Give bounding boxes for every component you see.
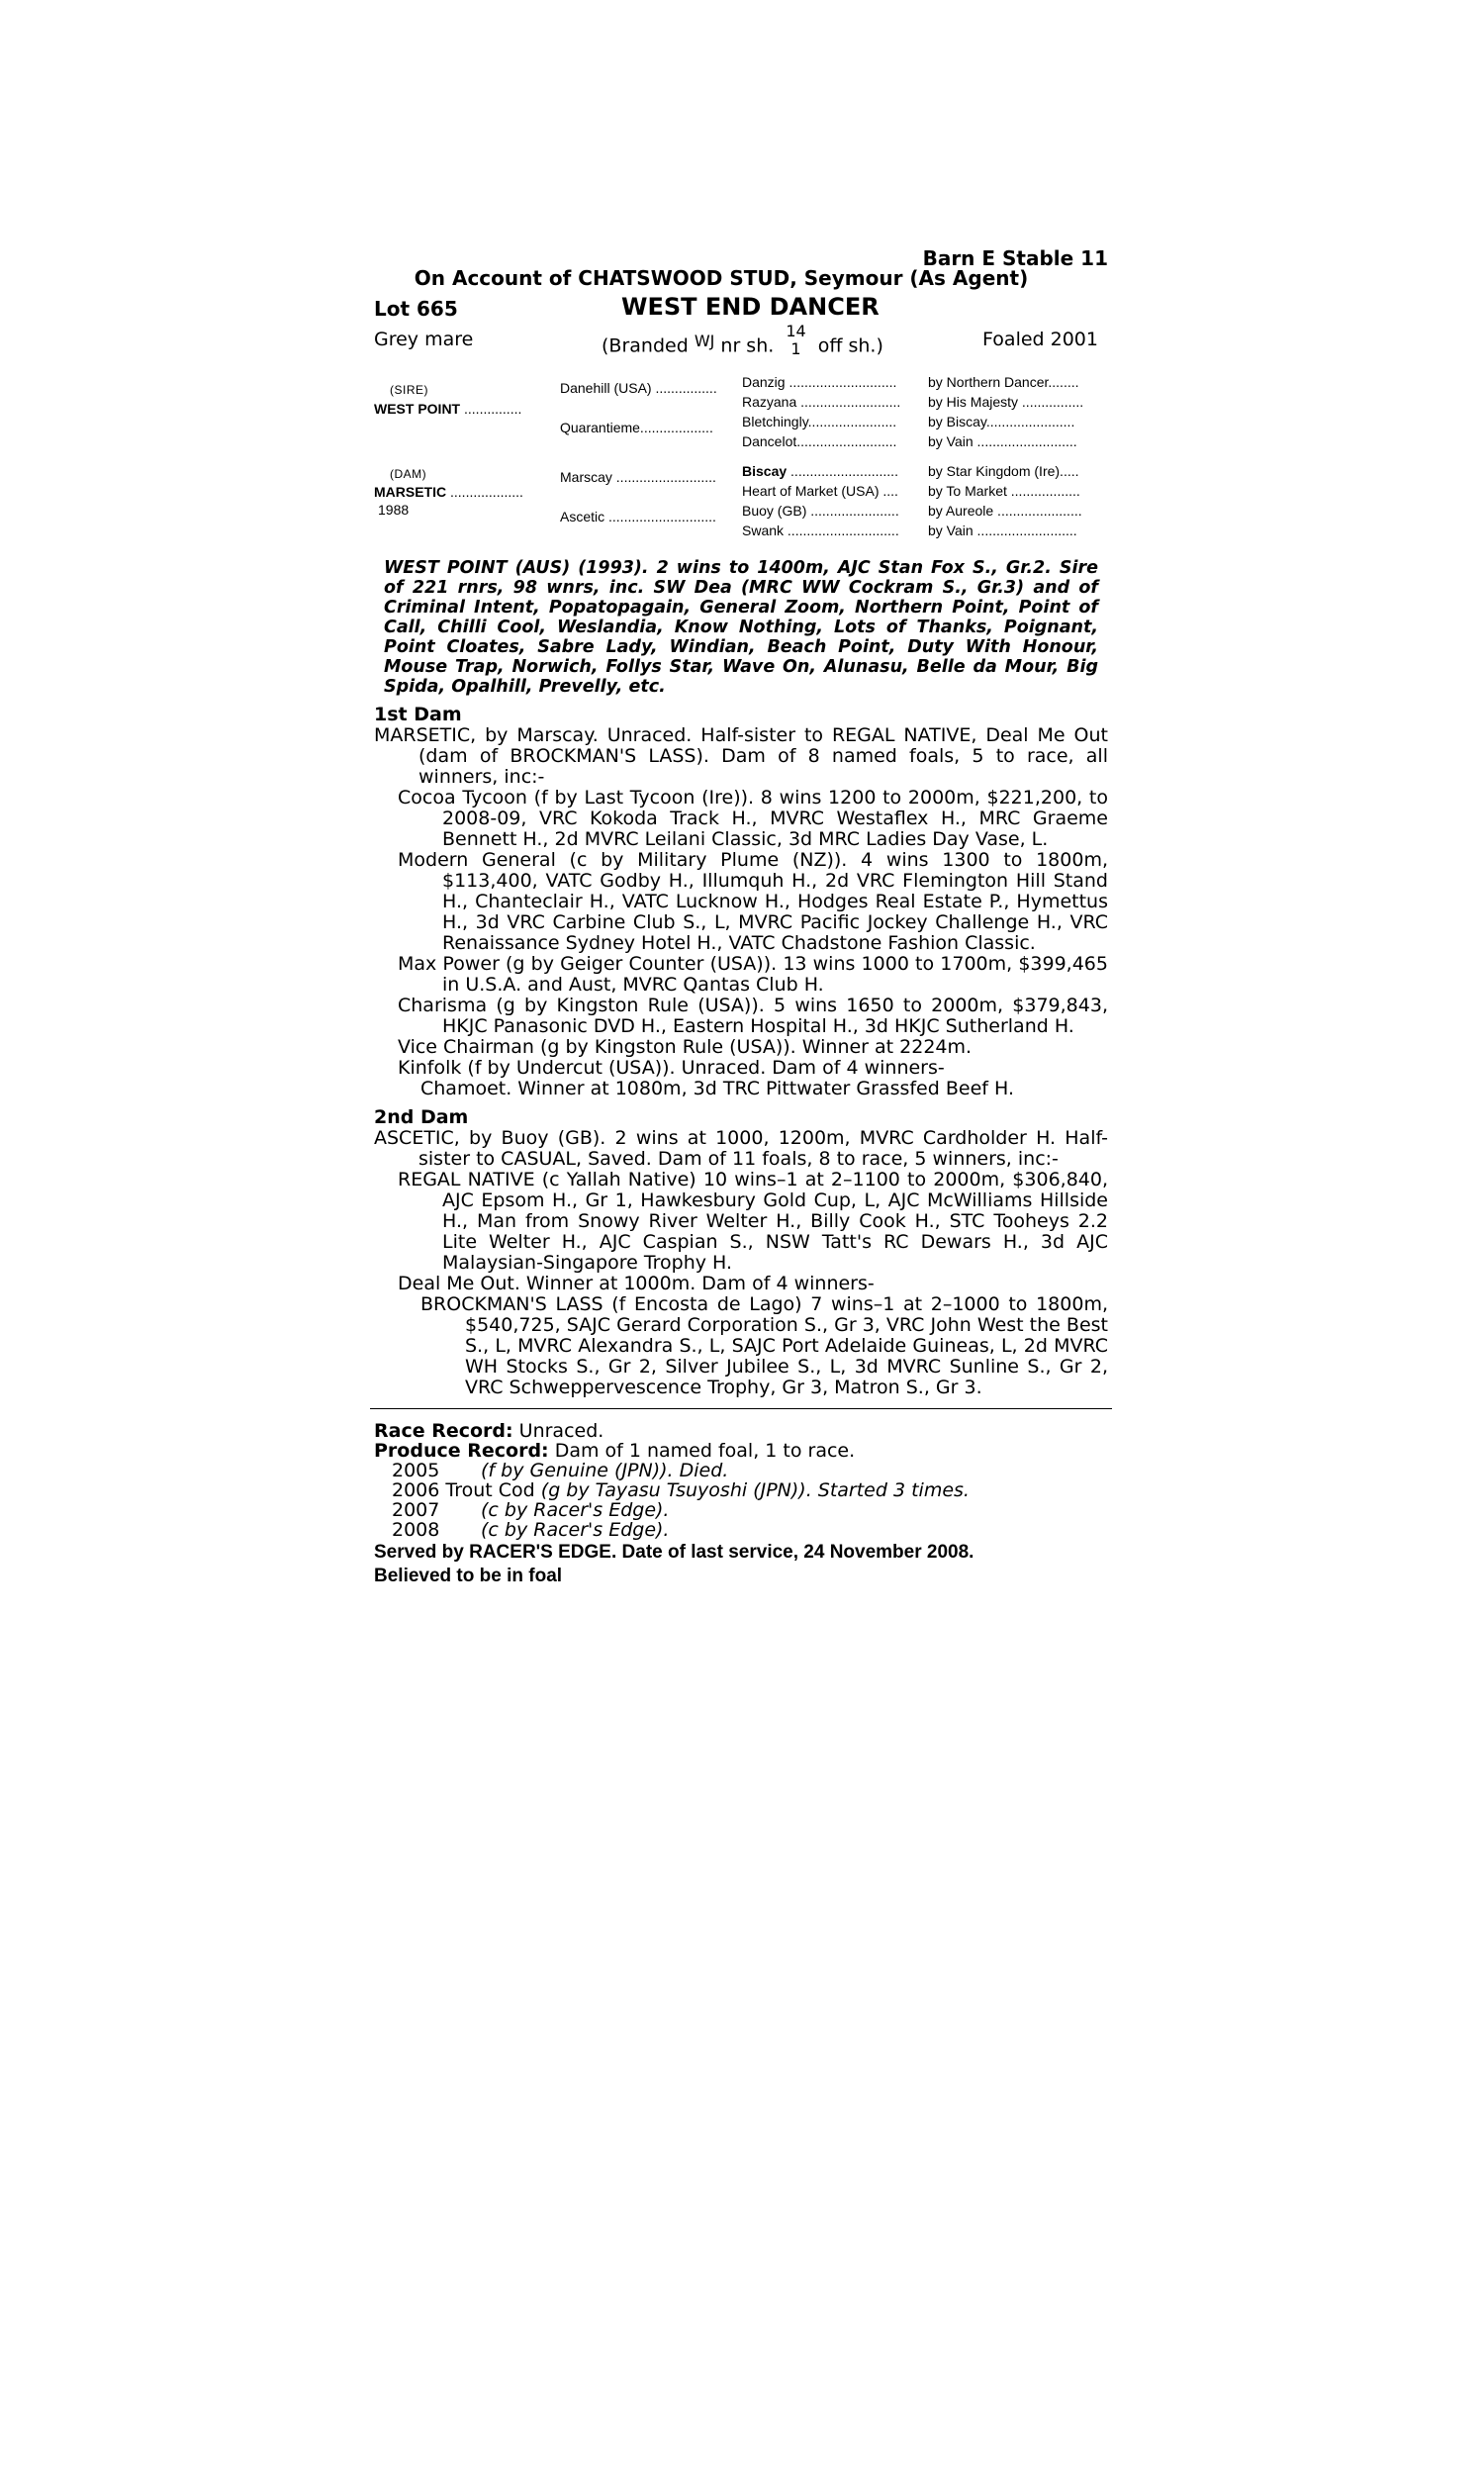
foal-entry: [374, 1500, 1108, 1520]
sire-summary: WEST POINT (AUS) (1993). 2 wins to 1400m, AJC Stan Fox S., Gr.2. Sire of 221 rnrs, 98 wnrs, inc. SW Dea (MRC WW Cockram S., Gr.3) and of Criminal Intent, Popatopagain, General Zoom, Northern Point, Point of Call, Chilli Cool, Weslandia, Know Nothing, Lots of Thanks, Poignant, Point Cloates, Sabre Lady, Windian, Beach Point, Duty With Honour, Mouse Trap, Norwich, Follys Star, Wave On, Alunasu, Belle da Mour, Big Spida, Opalhill, Prevelly, etc.: [384, 558, 1098, 697]
gg-7: Buoy (GB) .......................: [742, 503, 899, 519]
in-foal-note: Believed to be in foal: [374, 1566, 563, 1586]
gg-1: Danzig ............................: [742, 374, 897, 390]
sire-dam: Quarantieme...................: [560, 420, 713, 435]
foal-year: 2006: [392, 1479, 440, 1501]
foal-year: 2007: [392, 1499, 440, 1521]
dam-name: [374, 484, 523, 500]
foal-entry: [374, 1480, 1108, 1500]
dam-sire: Marscay ..........................: [560, 469, 716, 485]
foal-text: (g by Tayasu Tsuyoshi (JPN)). Started 3 times.: [540, 1479, 970, 1501]
progeny-entry: BROCKMAN'S LASS (f Encosta de Lago) 7 wins–1 at 2–1000 to 1800m, $540,725, SAJC Gerard Corporation S., Gr 3, VRC John West the Best S., L, MVRC Alexandra S., L, SAJC Port Adelaide Guineas, L, 2d MVRC WH Stocks S., Gr 2, Silver Jubilee S., L, 3d MVRC Sunline S., Gr 2, VRC Schweppervescence Trophy, Gr 3, Matron S., Gr 3.: [420, 1293, 1108, 1398]
ggg-3: by Biscay.......................: [928, 414, 1075, 429]
dam-leader: ...................: [446, 484, 523, 500]
sire-leader: ...............: [460, 401, 522, 417]
vendor-account: On Account of CHATSWOOD STUD, Seymour (As Agent): [414, 266, 1029, 290]
brand-mark: WJ: [694, 331, 715, 350]
ggg-5: by Star Kingdom (Ire).....: [928, 463, 1079, 479]
foal-entry: [374, 1520, 1108, 1540]
gg-4: Dancelot..........................: [742, 433, 897, 449]
progeny-entry: Charisma (g by Kingston Rule (USA)). 5 wins 1650 to 2000m, $379,843, HKJC Panasonic DVD H., Eastern Hospital H., 3d HKJC Sutherland H.: [398, 995, 1108, 1037]
progeny-entry: Cocoa Tycoon (f by Last Tycoon (Ire)). 8 wins 1200 to 2000m, $221,200, to 2008-09, VRC Kokoda Track H., MVRC Westaflex H., MRC Graeme Bennett H., 2d MVRC Leilani Classic, 3d MRC Ladies Day Vase, L.: [398, 787, 1108, 850]
progeny-entry: REGAL NATIVE (c Yallah Native) 10 wins–1 at 2–1100 to 2000m, $306,840, AJC Epsom H., Gr 1, Hawkesbury Gold Cup, L, AJC McWilliams Hillside H., Man from Snowy River Welter H., Billy Cook H., STC Tooheys 2.2 Lite Welter H., AJC Caspian S., NSW Tatt's RC Dewars H., 3d AJC Malaysian-Singapore Trophy H.: [398, 1169, 1108, 1274]
ggg-6: by To Market ..................: [928, 483, 1080, 499]
brand-close: off sh.): [817, 334, 883, 357]
lot-number: Lot 665: [374, 297, 458, 321]
dam-dam: Ascetic ............................: [560, 509, 716, 524]
brand-number-top: 14: [786, 322, 806, 340]
race-record-label: Race Record:: [374, 1420, 513, 1442]
gg-5: Biscay ............................: [742, 463, 898, 479]
dam-label: (DAM): [390, 467, 427, 481]
progeny-entry: Max Power (g by Geiger Counter (USA)). 13 wins 1000 to 1700m, $399,465 in U.S.A. and Aust, MVRC Qantas Club H.: [398, 953, 1108, 996]
race-record: [374, 1421, 1108, 1441]
ggg-4: by Vain ..........................: [928, 433, 1077, 449]
ggg-7: by Aureole ......................: [928, 503, 1082, 519]
sire-label: (SIRE): [390, 383, 428, 397]
produce-record-value: Dam of 1 named foal, 1 to race.: [554, 1440, 856, 1462]
progeny-entry: Kinfolk (f by Undercut (USA)). Unraced. Dam of 4 winners-: [398, 1057, 945, 1079]
sire-bold: WEST POINT: [374, 401, 461, 417]
gg-5-bold: Biscay: [742, 463, 788, 479]
gg-6: Heart of Market (USA) ....: [742, 483, 898, 499]
horse-name: WEST END DANCER: [621, 293, 880, 321]
second-dam-intro: ASCETIC, by Buoy (GB). 2 wins at 1000, 1200m, MVRC Cardholder H. Half-sister to CASUAL, Saved. Dam of 11 foals, 8 to race, 5 winners, inc:-: [374, 1127, 1108, 1170]
produce-record: [374, 1441, 1108, 1461]
progeny-entry: Vice Chairman (g by Kingston Rule (USA)). Winner at 2224m.: [398, 1036, 973, 1058]
ggg-8: by Vain ..........................: [928, 523, 1077, 538]
progeny-entry: Modern General (c by Military Plume (NZ)). 4 wins 1300 to 1800m, $113,400, VATC Godby H., Illumquh H., 2d VRC Flemington Hill Stand H., Chanteclair H., VATC Lucknow H., Hodges Real Estate P., Hymettus H., 3d VRC Carbine Club S., L, MVRC Pacific Jockey Challenge H., VRC Renaissance Sydney Hotel H., VATC Chadstone Fashion Classic.: [398, 849, 1108, 954]
foal-entry: [374, 1461, 1108, 1480]
progeny-entry: Chamoet. Winner at 1080m, 3d TRC Pittwater Grassfed Beef H.: [420, 1078, 1014, 1099]
catalogue-page: [374, 247, 1108, 1587]
service-note: Served by RACER'S EDGE. Date of last service, 24 November 2008.: [374, 1542, 974, 1563]
gg-2: Razyana ..........................: [742, 394, 901, 410]
second-dam-heading: 2nd Dam: [374, 1106, 469, 1128]
produce-record-label: Produce Record:: [374, 1440, 549, 1462]
barn-stable: Barn E Stable 11: [922, 246, 1108, 270]
section-divider: [370, 1408, 1112, 1409]
ggg-2: by His Majesty ................: [928, 394, 1084, 410]
dam-bold: MARSETIC: [374, 484, 447, 500]
dam-year: 1988: [378, 502, 410, 518]
description-row: [374, 323, 1108, 362]
pedigree-table: [374, 374, 1108, 542]
brand-number: [786, 323, 805, 358]
lot-row: [374, 293, 1108, 323]
foal-year: 2005: [392, 1460, 440, 1481]
foal-name: Trout Cod: [445, 1479, 535, 1501]
brand-description: [602, 322, 883, 364]
first-dam-heading: 1st Dam: [374, 704, 462, 725]
colour-sex: Grey mare: [374, 329, 474, 350]
brand-number-bottom: 1: [790, 339, 801, 358]
foal-text: (c by Racer's Edge).: [481, 1499, 670, 1521]
foal-text: (f by Genuine (JPN)). Died.: [481, 1460, 729, 1481]
foal-year: 2008: [392, 1519, 440, 1541]
brand-mid: nr sh.: [720, 334, 775, 357]
gg-8: Swank .............................: [742, 523, 899, 538]
sire-sire: Danehill (USA) ................: [560, 380, 717, 396]
sire-name: [374, 401, 521, 417]
brand-open: (Branded: [602, 334, 689, 357]
first-dam-intro: MARSETIC, by Marscay. Unraced. Half-sister to REGAL NATIVE, Deal Me Out (dam of BROCKMAN'S LASS). Dam of 8 named foals, 5 to race, all winners, inc:-: [374, 724, 1108, 788]
foaled-year: Foaled 2001: [982, 329, 1098, 350]
progeny-entry: Deal Me Out. Winner at 1000m. Dam of 4 winners-: [398, 1273, 875, 1294]
race-record-value: Unraced.: [518, 1420, 604, 1442]
gg-3: Bletchingly.......................: [742, 414, 897, 429]
ggg-1: by Northern Dancer........: [928, 374, 1079, 390]
foal-text: (c by Racer's Edge).: [481, 1519, 670, 1541]
